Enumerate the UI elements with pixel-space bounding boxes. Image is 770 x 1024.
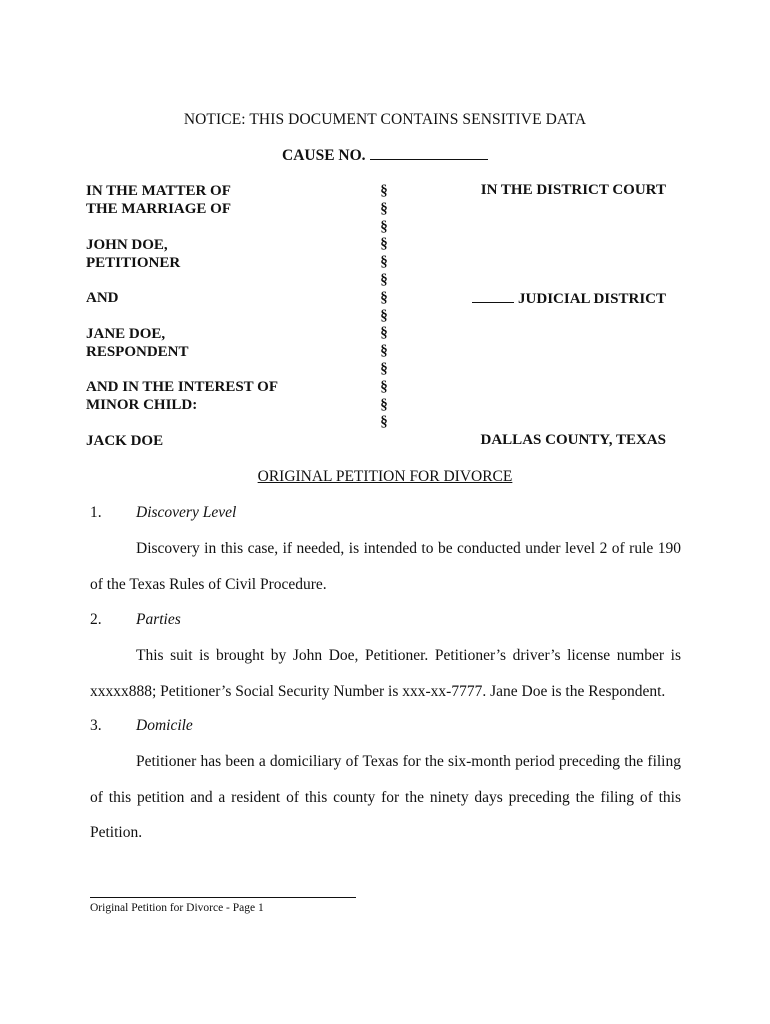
caption-respondent-role: RESPONDENT bbox=[86, 344, 189, 360]
district-number-blank bbox=[472, 289, 514, 303]
cause-number-blank bbox=[370, 146, 488, 160]
section-symbol: § bbox=[380, 360, 388, 377]
section-number: 2. bbox=[90, 611, 102, 628]
section-symbol: § bbox=[380, 218, 388, 235]
cause-label: CAUSE NO. bbox=[282, 147, 366, 164]
court-name: IN THE DISTRICT COURT bbox=[480, 182, 666, 198]
section-symbol: § bbox=[380, 378, 388, 395]
section-number: 1. bbox=[90, 504, 102, 521]
section-symbol: § bbox=[380, 414, 388, 431]
caption-petitioner-name: JOHN DOE, bbox=[86, 237, 168, 253]
petition-title: ORIGINAL PETITION FOR DIVORCE bbox=[257, 468, 513, 485]
county: DALLAS COUNTY, TEXAS bbox=[480, 432, 666, 448]
caption-respondent-name: JANE DOE, bbox=[86, 326, 166, 342]
judicial-district bbox=[472, 289, 666, 308]
section-symbol: § bbox=[380, 289, 388, 306]
section-heading: Domicile bbox=[136, 717, 193, 734]
section-heading: Discovery Level bbox=[136, 504, 237, 521]
section-number: 3. bbox=[90, 717, 102, 734]
section-symbol: § bbox=[380, 325, 388, 342]
section-symbol-column bbox=[374, 183, 394, 432]
page-footer: Original Petition for Divorce - Page 1 bbox=[90, 902, 264, 914]
caption-petitioner-role: PETITIONER bbox=[86, 255, 181, 271]
section-symbol: § bbox=[380, 271, 388, 288]
section-symbol: § bbox=[380, 307, 388, 324]
section-symbol: § bbox=[380, 236, 388, 253]
section-paragraph: Petitioner has been a domiciliary of Texas for the six-month period preceding the filing of this petition and a resident of this county for the ninety days preceding the filing of this Petition. bbox=[90, 753, 681, 842]
section-symbol: § bbox=[380, 343, 388, 360]
caption-line-2: THE MARRIAGE OF bbox=[86, 201, 232, 217]
section-paragraph: This suit is brought by John Doe, Petitioner. Petitioner’s driver’s license number is xxxxx888; Petitioner’s Social Security Number is xxx-xx-7777. Jane Doe is the Respondent. bbox=[90, 647, 681, 700]
caption-interest-of: AND IN THE INTEREST OF bbox=[86, 379, 278, 395]
judicial-district-label: JUDICIAL DISTRICT bbox=[518, 291, 666, 307]
sensitive-data-notice: NOTICE: THIS DOCUMENT CONTAINS SENSITIVE DATA bbox=[183, 111, 587, 128]
caption-line-1: IN THE MATTER OF bbox=[86, 183, 231, 199]
footer-rule bbox=[90, 897, 356, 898]
caption-and: AND bbox=[86, 290, 119, 306]
cause-number bbox=[282, 146, 488, 165]
caption-child-name: JACK DOE bbox=[86, 433, 164, 449]
section-symbol: § bbox=[380, 183, 388, 199]
section-symbol: § bbox=[380, 200, 388, 217]
section-symbol: § bbox=[380, 254, 388, 271]
section-paragraph: Discovery in this case, if needed, is intended to be conducted under level 2 of rule 190 of the Texas Rules of Civil Procedure. bbox=[90, 540, 681, 593]
section-symbol: § bbox=[380, 396, 388, 413]
section-heading: Parties bbox=[136, 611, 181, 628]
caption-minor-child: MINOR CHILD: bbox=[86, 397, 198, 413]
